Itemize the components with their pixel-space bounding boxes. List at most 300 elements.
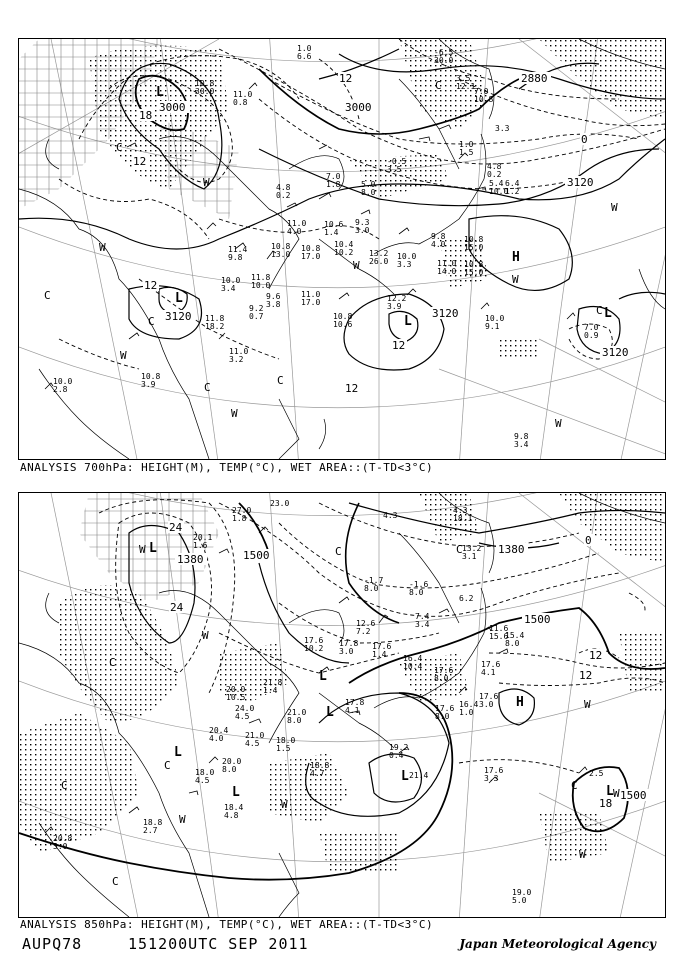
station-plot	[221, 276, 240, 293]
height-contour-label: 3120	[602, 346, 629, 359]
station-dewpoint-depression: 2.7	[143, 826, 158, 835]
station-dewpoint-depression: 9.1	[485, 322, 500, 331]
cold-marker: C	[148, 315, 155, 328]
station-plot	[459, 594, 474, 603]
station-plot	[409, 580, 428, 597]
height-contour-label: 1380	[498, 543, 525, 556]
height-contour-label: 3120	[567, 176, 594, 189]
station-temperature: 11.0	[301, 290, 321, 299]
station-temperature: 21.0	[245, 731, 265, 740]
station-temperature: 16.4	[403, 654, 423, 663]
warm-marker: W	[139, 543, 146, 556]
low-pressure-center: L	[174, 745, 182, 760]
station-dewpoint-depression: 4.0	[209, 734, 224, 743]
station-dewpoint-depression: 10.8	[474, 95, 494, 104]
warm-marker: W	[281, 798, 288, 811]
station-temperature: 17.6	[484, 766, 504, 775]
station-plot	[249, 304, 264, 321]
station-plot	[459, 140, 474, 157]
station-temperature: 10.0	[397, 252, 417, 261]
station-plot	[287, 708, 306, 725]
station-plot	[397, 252, 416, 269]
station-plot	[195, 768, 214, 785]
station-plot	[383, 511, 398, 520]
station-dewpoint-depression: 1.5	[276, 744, 291, 753]
station-temperature: 10.8	[333, 312, 353, 321]
station-temperature: 4.8	[487, 162, 502, 171]
station-plot	[141, 372, 160, 389]
station-temperature: 17.6	[435, 704, 455, 713]
station-temperature: 4.3	[453, 506, 468, 515]
station-temperature: 18.0	[195, 768, 215, 777]
station-temperature: 13.2	[462, 544, 482, 553]
station-temperature: 17.6	[434, 666, 454, 675]
panel-caption-700hpa: ANALYSIS 700hPa: HEIGHT(M), TEMP(°C), WET AREA::(T-TD<3°C)	[20, 461, 434, 474]
warm-marker: W	[555, 417, 562, 430]
station-temperature: 13.2	[369, 249, 389, 258]
station-dewpoint-depression: 8.0	[364, 584, 379, 593]
station-dewpoint-depression: 4.5	[195, 776, 210, 785]
station-temperature: 9.3	[355, 218, 370, 227]
low-pressure-center: L	[156, 85, 164, 100]
station-dewpoint-depression: 1.4	[263, 686, 278, 695]
station-temperature: 1.0	[297, 44, 312, 53]
station-plot	[485, 314, 504, 331]
station-plot	[514, 432, 529, 449]
map-850hpa	[19, 493, 665, 917]
warm-marker: W	[613, 787, 620, 800]
station-plot	[345, 698, 364, 715]
station-temperature: 9.8	[431, 232, 446, 241]
station-temperature: 10.8	[301, 244, 321, 253]
station-plot	[372, 642, 391, 659]
station-plot	[304, 636, 323, 653]
isotherm-label: 12	[579, 669, 593, 682]
cold-marker: C	[456, 543, 463, 556]
isotherm-label: 12	[339, 72, 353, 85]
station-plot	[224, 803, 243, 820]
isotherm-label: 12	[345, 382, 359, 395]
isotherm-label: 12	[392, 339, 406, 352]
station-temperature: 10.4	[334, 240, 354, 249]
station-plot	[205, 314, 224, 331]
station-dewpoint-depression: 0.9	[584, 331, 599, 340]
station-plot	[415, 612, 430, 629]
isotherm-label: 0	[585, 534, 592, 547]
station-dewpoint-depression: 30.0	[195, 87, 215, 96]
station-plot	[245, 731, 264, 748]
station-temperature: 17.6	[304, 636, 324, 645]
station-temperature: 3.3	[495, 124, 510, 133]
station-dewpoint-depression: 9.8	[228, 253, 243, 262]
station-dewpoint-depression: 4.1	[345, 706, 360, 715]
station-dewpoint-depression: 1.4	[372, 650, 387, 659]
station-dewpoint-depression: 3.0	[339, 647, 354, 656]
station-plot	[462, 544, 481, 561]
station-plot	[209, 726, 228, 743]
station-temperature: 10.8	[464, 235, 484, 244]
station-temperature: 17.6	[481, 660, 501, 669]
station-temperature: 10.8	[195, 79, 215, 88]
station-plot	[301, 244, 320, 261]
station-temperature: 9.8	[514, 432, 529, 441]
station-dewpoint-depression: 10.4	[403, 662, 423, 671]
station-plot	[229, 347, 248, 364]
station-plot	[361, 180, 376, 197]
height-contour-label: 1500	[620, 789, 647, 802]
station-temperature: 11.0	[287, 219, 307, 228]
warm-marker: W	[120, 349, 127, 362]
low-pressure-center: L	[326, 705, 334, 720]
station-plot	[434, 48, 453, 65]
station-temperature: 17.6	[479, 692, 499, 701]
isotherm-label: 18	[139, 109, 153, 122]
cold-marker: C	[435, 79, 442, 92]
high-pressure-center: H	[512, 250, 520, 265]
isotherm-label: 24	[170, 601, 184, 614]
station-temperature: 10.8	[464, 260, 484, 269]
station-plot	[479, 692, 498, 709]
station-plot	[339, 639, 358, 656]
cold-marker: C	[61, 779, 68, 792]
station-temperature: 7.4	[415, 612, 430, 621]
height-contour-label: 3000	[159, 101, 186, 114]
map-panel-700hpa	[18, 38, 666, 460]
station-dewpoint-depression: 3.4	[221, 284, 236, 293]
station-plot	[459, 700, 478, 717]
station-plot	[195, 79, 214, 96]
height-contour-label: 1380	[177, 553, 204, 566]
station-dewpoint-depression: 7.2	[356, 627, 371, 636]
station-plot	[584, 323, 599, 340]
station-temperature: 11.0	[229, 347, 249, 356]
station-plot	[270, 499, 289, 508]
station-plot	[251, 273, 270, 290]
height-contour-label: 2880	[521, 72, 548, 85]
station-plot	[266, 292, 281, 309]
station-dewpoint-depression: 1.2	[505, 187, 520, 196]
station-plot	[232, 506, 251, 523]
station-dewpoint-depression: 10.0	[489, 187, 509, 196]
station-dewpoint-depression: 3.4	[514, 440, 529, 449]
warm-marker: W	[584, 698, 591, 711]
isotherm-label: 0	[581, 133, 588, 146]
station-plot	[481, 660, 500, 677]
station-dewpoint-depression: 26.0	[369, 257, 389, 266]
station-dewpoint-depression: 10.5	[226, 693, 246, 702]
station-temperature: 18.4	[224, 803, 244, 812]
station-dewpoint-depression: 1.8	[326, 180, 341, 189]
station-temperature: 10.0	[53, 377, 73, 386]
warm-marker: W	[179, 813, 186, 826]
station-plot	[409, 771, 428, 780]
station-temperature: 2.5	[589, 769, 604, 778]
valid-time: 151200UTC SEP 2011	[128, 935, 309, 953]
station-temperature: 7.0	[326, 172, 341, 181]
station-plot	[326, 172, 341, 189]
station-plot	[464, 260, 483, 277]
station-temperature: 19.0	[512, 888, 532, 897]
station-dewpoint-depression: 13.0	[271, 250, 291, 259]
station-temperature: 10.8	[141, 372, 161, 381]
station-dewpoint-depression: 8.0	[435, 712, 450, 721]
station-plot	[474, 87, 493, 104]
station-temperature: 20.1	[193, 533, 213, 542]
cold-marker: C	[596, 304, 603, 317]
warm-marker: W	[512, 273, 519, 286]
station-temperature: 6.4	[505, 179, 520, 188]
station-temperature: 21.0	[287, 708, 307, 717]
station-dewpoint-depression: 0.2	[487, 170, 502, 179]
station-dewpoint-depression: 8.0	[222, 765, 237, 774]
low-pressure-center: L	[319, 669, 327, 684]
station-temperature: 7.0	[474, 87, 489, 96]
station-dewpoint-depression: 6.6	[297, 52, 312, 61]
station-temperature: 12.2	[387, 294, 407, 303]
high-pressure-center: H	[516, 695, 524, 710]
station-plot	[287, 219, 306, 236]
station-temperature: 10.0	[221, 276, 241, 285]
station-dewpoint-depression: 3.1	[462, 552, 477, 561]
station-dewpoint-depression: 10.2	[334, 248, 354, 257]
station-temperature: 6.2	[459, 594, 474, 603]
station-dewpoint-depression: 17.0	[301, 252, 321, 261]
station-dewpoint-depression: 3.8	[266, 300, 281, 309]
station-dewpoint-depression: 30.0	[434, 56, 454, 65]
station-dewpoint-depression: 3.2	[229, 355, 244, 364]
station-temperature: 4.8	[276, 183, 291, 192]
station-temperature: 20.4	[209, 726, 229, 735]
station-temperature: 20.0	[222, 757, 242, 766]
height-contour-label: 3120	[432, 307, 459, 320]
station-plot	[233, 90, 252, 107]
station-temperature: 5.0	[361, 180, 376, 189]
station-plot	[464, 235, 483, 252]
cold-marker: C	[204, 381, 211, 394]
station-temperature: 9.2	[249, 304, 264, 313]
cold-marker: C	[109, 656, 116, 669]
cold-marker: C	[116, 141, 123, 154]
station-temperature: 11.0	[437, 259, 457, 268]
station-dewpoint-depression: 8.0	[434, 674, 449, 683]
station-plot	[276, 183, 291, 200]
station-dewpoint-depression: 0.8	[233, 98, 248, 107]
station-plot	[226, 685, 245, 702]
station-temperature: 11.8	[251, 273, 271, 282]
station-temperature: 3.5	[456, 74, 471, 83]
station-dewpoint-depression: 8.0	[287, 716, 302, 725]
station-temperature: 18.8	[143, 818, 163, 827]
low-pressure-center: L	[604, 306, 612, 321]
station-dewpoint-depression: 4.1	[481, 668, 496, 677]
station-plot	[324, 220, 343, 237]
height-contour-label: 3000	[345, 101, 372, 114]
station-dewpoint-depression: 5.0	[512, 896, 527, 905]
station-plot	[369, 249, 388, 266]
station-dewpoint-depression: 17.0	[301, 298, 321, 307]
station-plot	[487, 162, 502, 179]
cold-marker: C	[277, 374, 284, 387]
station-dewpoint-depression: 14.0	[437, 267, 457, 276]
station-dewpoint-depression: 3.4	[415, 620, 430, 629]
station-temperature: 11.6	[489, 624, 509, 633]
station-dewpoint-depression: 3.9	[387, 302, 402, 311]
station-temperature: 11.4	[228, 245, 248, 254]
station-plot	[431, 232, 446, 249]
station-dewpoint-depression: 0.2	[276, 191, 291, 200]
station-temperature: 18.0	[276, 736, 296, 745]
warm-marker: W	[203, 176, 210, 189]
station-dewpoint-depression: 0.4	[389, 751, 404, 760]
station-temperature: 17.8	[339, 639, 359, 648]
station-plot	[276, 736, 295, 753]
station-dewpoint-depression: 3.9	[141, 380, 156, 389]
low-pressure-center: L	[232, 785, 240, 800]
station-dewpoint-depression: 8.0	[505, 639, 520, 648]
station-dewpoint-depression: 15.0	[464, 243, 484, 252]
station-temperature: 17.8	[345, 698, 365, 707]
station-plot	[387, 294, 406, 311]
station-temperature: 27.0	[232, 506, 252, 515]
station-dewpoint-depression: 15.6	[489, 632, 509, 641]
station-temperature: 16.4	[459, 700, 479, 709]
low-pressure-center: L	[404, 314, 412, 329]
map-700hpa	[19, 39, 665, 459]
station-temperature: 4.3	[383, 511, 398, 520]
station-plot	[297, 44, 312, 61]
station-dewpoint-depression: 5.0	[53, 842, 68, 851]
station-plot	[333, 312, 352, 329]
station-dewpoint-depression: 4.8	[224, 811, 239, 820]
station-dewpoint-depression: 8.0	[361, 188, 376, 197]
station-dewpoint-depression: 4.0	[431, 240, 446, 249]
station-plot	[143, 818, 162, 835]
isotherm-label: 18	[599, 797, 613, 810]
station-dewpoint-depression: 3.3	[397, 260, 412, 269]
station-temperature: 12.6	[356, 619, 376, 628]
station-temperature: 11.0	[233, 90, 253, 99]
station-temperature: -6.5	[434, 48, 454, 57]
cold-marker: C	[164, 759, 171, 772]
station-temperature: 7.0	[584, 323, 599, 332]
station-temperature: 21.4	[409, 771, 429, 780]
station-temperature: 23.0	[270, 499, 290, 508]
station-temperature: 17.6	[372, 642, 392, 651]
agency-name: Japan Meteorological Agency	[459, 937, 656, 951]
station-temperature: 15.4	[505, 631, 525, 640]
station-plot	[435, 704, 454, 721]
station-dewpoint-depression: 1.6	[193, 541, 208, 550]
low-pressure-center: L	[175, 291, 183, 306]
station-temperature: 1.0	[459, 140, 474, 149]
isotherm-label: 12	[144, 279, 158, 292]
warm-marker: W	[611, 201, 618, 214]
map-panel-850hpa	[18, 492, 666, 918]
cold-marker: C	[44, 289, 51, 302]
station-dewpoint-depression: 10.2	[304, 644, 324, 653]
station-plot	[505, 179, 520, 196]
station-dewpoint-depression: 15.0	[464, 268, 484, 277]
station-temperature: -1.7	[364, 576, 384, 585]
warm-marker: W	[231, 407, 238, 420]
height-contour-label: 1500	[524, 613, 551, 626]
station-dewpoint-depression: 18.1	[453, 514, 473, 523]
station-dewpoint-depression: 3.0	[355, 226, 370, 235]
station-temperature: 5.4	[489, 179, 504, 188]
station-dewpoint-depression: 18.2	[205, 322, 225, 331]
station-temperature: -1.6	[409, 580, 429, 589]
station-temperature: 11.8	[205, 314, 225, 323]
station-dewpoint-depression: 3.5	[387, 165, 402, 174]
station-dewpoint-depression: 4.5	[245, 739, 260, 748]
station-temperature: 18.8	[310, 761, 330, 770]
chart-identifier: AUPQ78	[22, 935, 83, 953]
station-plot	[222, 757, 241, 774]
station-dewpoint-depression: 4.7	[310, 769, 325, 778]
station-dewpoint-depression: 1.0	[459, 708, 474, 717]
station-temperature: 20.0	[226, 685, 246, 694]
station-dewpoint-depression: 12.1	[456, 82, 476, 91]
station-plot	[355, 218, 370, 235]
low-pressure-center: L	[401, 769, 409, 784]
height-contour-label: 3120	[165, 310, 192, 323]
station-temperature: 21.8	[263, 678, 283, 687]
station-temperature: 9.6	[266, 292, 281, 301]
station-temperature: 10.6	[324, 220, 344, 229]
station-plot	[512, 888, 531, 905]
station-dewpoint-depression: 4.0	[287, 227, 302, 236]
station-dewpoint-depression: 1.4	[324, 228, 339, 237]
cold-marker: C	[335, 545, 342, 558]
station-dewpoint-depression: 8.0	[409, 588, 424, 597]
station-temperature: 24.0	[235, 704, 255, 713]
isotherm-label: 12	[133, 155, 147, 168]
station-plot	[589, 769, 604, 778]
station-dewpoint-depression: 10.6	[333, 320, 353, 329]
station-plot	[403, 654, 422, 671]
station-temperature: 20.8	[53, 834, 73, 843]
station-dewpoint-depression: 0.7	[249, 312, 264, 321]
station-temperature: 19.2	[389, 743, 409, 752]
warm-marker: W	[579, 848, 586, 861]
cold-marker: C	[571, 779, 578, 792]
warm-marker: W	[99, 241, 106, 254]
station-temperature: 10.0	[485, 314, 505, 323]
station-dewpoint-depression: 4.5	[235, 712, 250, 721]
station-plot	[334, 240, 353, 257]
station-dewpoint-depression: 3.0	[479, 700, 494, 709]
station-plot	[301, 290, 320, 307]
station-plot	[263, 678, 282, 695]
station-plot	[505, 631, 524, 648]
warm-marker: W	[202, 629, 209, 642]
station-plot	[437, 259, 456, 276]
station-dewpoint-depression: 1.8	[232, 514, 247, 523]
station-plot	[235, 704, 254, 721]
isotherm-label: 12	[589, 649, 603, 662]
station-plot	[271, 242, 290, 259]
station-temperature: -0.5	[387, 157, 407, 166]
station-dewpoint-depression: 10.0	[251, 281, 271, 290]
warm-marker: W	[353, 259, 360, 272]
station-dewpoint-depression: 2.8	[53, 385, 68, 394]
station-plot	[356, 619, 375, 636]
low-pressure-center: L	[606, 784, 614, 799]
low-pressure-center: L	[149, 541, 157, 556]
station-plot	[53, 377, 72, 394]
station-dewpoint-depression: 3.3	[484, 774, 499, 783]
cold-marker: C	[112, 875, 119, 888]
